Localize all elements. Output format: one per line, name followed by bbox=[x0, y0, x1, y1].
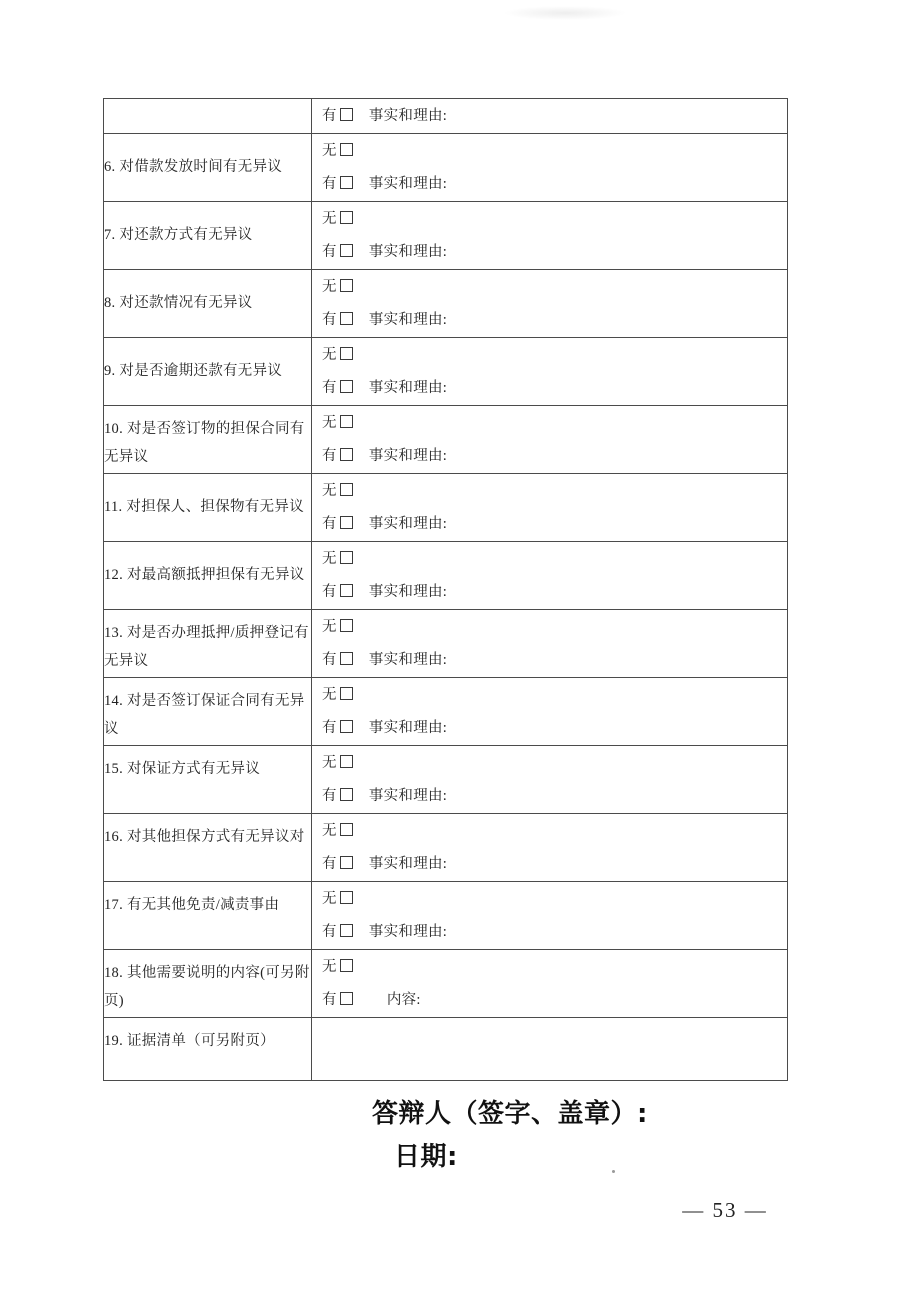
option-row[interactable] bbox=[312, 882, 787, 916]
option-row[interactable] bbox=[312, 983, 787, 1017]
row-label-cell-row-6 bbox=[104, 133, 312, 201]
option-label: 有 bbox=[322, 856, 337, 872]
reason-label: 事实和理由: bbox=[368, 176, 448, 192]
option-row[interactable] bbox=[312, 779, 787, 813]
option-row[interactable] bbox=[312, 915, 787, 949]
table-row bbox=[104, 881, 788, 949]
row-label-line: 议 bbox=[104, 720, 119, 737]
option-label: 有 bbox=[322, 992, 337, 1008]
row-label-line: 10. 对是否签订物的担保合同有 bbox=[104, 420, 305, 437]
row-value-cell-row-18 bbox=[312, 949, 788, 1017]
checkbox-icon[interactable] bbox=[340, 584, 353, 597]
checkbox-icon[interactable] bbox=[340, 720, 353, 733]
option-row[interactable] bbox=[312, 542, 787, 576]
option-label: 有 bbox=[322, 584, 337, 600]
reason-label: 事实和理由: bbox=[368, 856, 448, 872]
row-label-cell-row-16 bbox=[104, 813, 312, 881]
row-value-cell-row-16 bbox=[312, 813, 788, 881]
checkbox-icon[interactable] bbox=[340, 823, 353, 836]
row-label-line: 16. 对其他担保方式有无异议对 bbox=[104, 828, 305, 845]
option-row[interactable] bbox=[312, 303, 787, 337]
row-label-line: 18. 其他需要说明的内容(可另附 bbox=[104, 964, 310, 981]
option-stack bbox=[312, 406, 787, 473]
row-value-cell-row-8 bbox=[312, 269, 788, 337]
row-label-cell-row-8 bbox=[104, 269, 312, 337]
table-row bbox=[104, 677, 788, 745]
row-label-cell-row-9 bbox=[104, 337, 312, 405]
checkbox-icon[interactable] bbox=[340, 619, 353, 632]
row-label-line: 8. 对还款情况有无异议 bbox=[104, 294, 253, 311]
row-label-cell-row-7 bbox=[104, 201, 312, 269]
option-row[interactable] bbox=[312, 99, 787, 133]
reason-label: 事实和理由: bbox=[368, 720, 448, 736]
option-stack bbox=[312, 610, 787, 677]
option-stack bbox=[312, 134, 787, 201]
option-label: 无 bbox=[322, 754, 337, 771]
option-row[interactable] bbox=[312, 643, 787, 677]
table-row bbox=[104, 1017, 788, 1080]
date-label: 日期: bbox=[394, 1142, 458, 1172]
row-value-cell-row-10 bbox=[312, 405, 788, 473]
option-label: 无 bbox=[322, 822, 337, 839]
checkbox-icon[interactable] bbox=[340, 143, 353, 156]
option-label: 有 bbox=[322, 652, 337, 668]
table-row bbox=[104, 337, 788, 405]
row-value-cell-row-17 bbox=[312, 881, 788, 949]
option-stack bbox=[312, 814, 787, 881]
row-value-cell-row-9 bbox=[312, 337, 788, 405]
page-number: — 53 — bbox=[682, 1198, 768, 1222]
option-row[interactable] bbox=[312, 678, 787, 712]
row-label-cell-row-18 bbox=[104, 949, 312, 1017]
reason-label: 内容: bbox=[386, 992, 421, 1008]
row-label-cell-row-12 bbox=[104, 541, 312, 609]
checkbox-icon[interactable] bbox=[340, 516, 353, 529]
option-label: 有 bbox=[322, 176, 337, 192]
option-row[interactable] bbox=[312, 134, 787, 168]
checkbox-icon[interactable] bbox=[340, 687, 353, 700]
row-label-line: 12. 对最高额抵押担保有无异议 bbox=[104, 566, 305, 583]
checkbox-icon[interactable] bbox=[340, 788, 353, 801]
respondent-signature-label: 答辩人（签字、盖章）: bbox=[372, 1099, 648, 1129]
option-label: 无 bbox=[322, 550, 337, 567]
option-row[interactable] bbox=[312, 746, 787, 780]
option-row[interactable] bbox=[312, 235, 787, 269]
checkbox-icon[interactable] bbox=[340, 924, 353, 937]
option-stack bbox=[312, 99, 787, 133]
checkbox-icon[interactable] bbox=[340, 448, 353, 461]
table-row bbox=[104, 541, 788, 609]
table-row bbox=[104, 813, 788, 881]
row-label-line: 无异议 bbox=[104, 448, 149, 465]
row-label-line: 13. 对是否办理抵押/质押登记有 bbox=[104, 624, 309, 641]
row-value-cell-row-12 bbox=[312, 541, 788, 609]
reason-label: 事实和理由: bbox=[368, 448, 448, 464]
option-row[interactable] bbox=[312, 507, 787, 541]
option-label: 有 bbox=[322, 720, 337, 736]
row-label-cell-row-continuation-5 bbox=[104, 99, 312, 134]
row-label-line: 无异议 bbox=[104, 652, 149, 669]
reason-label: 事实和理由: bbox=[368, 516, 448, 532]
option-label: 有 bbox=[322, 516, 337, 532]
checkbox-icon[interactable] bbox=[340, 176, 353, 189]
row-label-line: 17. 有无其他免责/减责事由 bbox=[104, 896, 280, 913]
row-label-cell-row-10 bbox=[104, 405, 312, 473]
option-label: 无 bbox=[322, 482, 337, 499]
reason-label: 事实和理由: bbox=[368, 380, 448, 396]
table-row bbox=[104, 269, 788, 337]
row-label-line: 11. 对担保人、担保物有无异议 bbox=[104, 498, 305, 515]
option-stack bbox=[312, 678, 787, 745]
option-stack bbox=[312, 270, 787, 337]
option-stack bbox=[312, 746, 787, 813]
table-row bbox=[104, 201, 788, 269]
checkbox-icon[interactable] bbox=[340, 279, 353, 292]
checkbox-icon[interactable] bbox=[340, 992, 353, 1005]
option-label: 有 bbox=[322, 448, 337, 464]
reason-label: 事实和理由: bbox=[368, 312, 448, 328]
option-stack bbox=[312, 542, 787, 609]
checkbox-icon[interactable] bbox=[340, 551, 353, 564]
option-stack bbox=[312, 950, 787, 1017]
row-label-cell-row-15 bbox=[104, 745, 312, 813]
row-label-line: 9. 对是否逾期还款有无异议 bbox=[104, 362, 283, 379]
option-label: 无 bbox=[322, 890, 337, 907]
row-value-cell-row-14 bbox=[312, 677, 788, 745]
reason-label: 事实和理由: bbox=[368, 108, 448, 124]
option-row[interactable] bbox=[312, 474, 787, 508]
form-table-body bbox=[104, 99, 788, 1081]
row-value-cell-row-15 bbox=[312, 745, 788, 813]
option-label: 有 bbox=[322, 244, 337, 260]
row-label-cell-row-19 bbox=[104, 1017, 312, 1080]
checkbox-icon[interactable] bbox=[340, 959, 353, 972]
row-label-line: 14. 对是否签订保证合同有无异 bbox=[104, 692, 305, 709]
option-row[interactable] bbox=[312, 167, 787, 201]
table-row bbox=[104, 473, 788, 541]
option-stack bbox=[312, 882, 787, 949]
row-value-cell-row-19 bbox=[312, 1017, 788, 1080]
row-label-line: 15. 对保证方式有无异议 bbox=[104, 760, 261, 777]
checkbox-icon[interactable] bbox=[340, 856, 353, 869]
option-row[interactable] bbox=[312, 610, 787, 644]
checkbox-icon[interactable] bbox=[340, 755, 353, 768]
option-label: 无 bbox=[322, 618, 337, 635]
option-stack bbox=[312, 338, 787, 405]
option-label: 有 bbox=[322, 924, 337, 940]
row-label-cell-row-11 bbox=[104, 473, 312, 541]
checkbox-icon[interactable] bbox=[340, 380, 353, 393]
option-label: 无 bbox=[322, 210, 337, 227]
checkbox-icon[interactable] bbox=[340, 108, 353, 121]
scan-artifact bbox=[505, 6, 625, 20]
row-label-line: 19. 证据清单（可另附页） bbox=[104, 1032, 275, 1049]
checkbox-icon[interactable] bbox=[340, 891, 353, 904]
option-row[interactable] bbox=[312, 950, 787, 984]
checkbox-icon[interactable] bbox=[340, 244, 353, 257]
option-row[interactable] bbox=[312, 439, 787, 473]
row-label-cell-row-13 bbox=[104, 609, 312, 677]
row-label-line: 7. 对还款方式有无异议 bbox=[104, 226, 253, 243]
option-row[interactable] bbox=[312, 202, 787, 236]
checkbox-icon[interactable] bbox=[340, 415, 353, 428]
option-label: 无 bbox=[322, 278, 337, 295]
reason-label: 事实和理由: bbox=[368, 584, 448, 600]
checkbox-icon[interactable] bbox=[340, 211, 353, 224]
option-label: 无 bbox=[322, 686, 337, 703]
answer-form-table bbox=[103, 98, 788, 1081]
row-label-line: 页) bbox=[104, 992, 124, 1009]
reason-label: 事实和理由: bbox=[368, 924, 448, 940]
option-label: 有 bbox=[322, 380, 337, 396]
option-row[interactable] bbox=[312, 371, 787, 405]
row-value-cell-row-6 bbox=[312, 133, 788, 201]
table-row bbox=[104, 609, 788, 677]
option-stack bbox=[312, 474, 787, 541]
checkbox-icon[interactable] bbox=[340, 347, 353, 360]
checkbox-icon[interactable] bbox=[340, 483, 353, 496]
empty-value-area[interactable] bbox=[312, 1018, 787, 1080]
reason-label: 事实和理由: bbox=[368, 652, 448, 668]
option-row[interactable] bbox=[312, 575, 787, 609]
scan-speck bbox=[612, 1170, 615, 1173]
option-label: 有 bbox=[322, 312, 337, 328]
row-value-cell-row-continuation-5 bbox=[312, 99, 788, 134]
row-value-cell-row-13 bbox=[312, 609, 788, 677]
option-label: 有 bbox=[322, 788, 337, 804]
option-row[interactable] bbox=[312, 338, 787, 372]
row-value-cell-row-11 bbox=[312, 473, 788, 541]
option-stack bbox=[312, 1018, 787, 1080]
option-row[interactable] bbox=[312, 406, 787, 440]
option-label: 无 bbox=[322, 414, 337, 431]
option-row[interactable] bbox=[312, 814, 787, 848]
table-row bbox=[104, 133, 788, 201]
table-row bbox=[104, 745, 788, 813]
row-label-cell-row-17 bbox=[104, 881, 312, 949]
option-row[interactable] bbox=[312, 711, 787, 745]
table-row bbox=[104, 949, 788, 1017]
option-row[interactable] bbox=[312, 847, 787, 881]
row-value-cell-row-7 bbox=[312, 201, 788, 269]
option-row[interactable] bbox=[312, 270, 787, 304]
option-label: 无 bbox=[322, 142, 337, 159]
row-label-line: 6. 对借款发放时间有无异议 bbox=[104, 158, 283, 175]
table-row bbox=[104, 99, 788, 134]
reason-label: 事实和理由: bbox=[368, 244, 448, 260]
row-label-cell-row-14 bbox=[104, 677, 312, 745]
table-row bbox=[104, 405, 788, 473]
reason-label: 事实和理由: bbox=[368, 788, 448, 804]
option-label: 无 bbox=[322, 346, 337, 363]
option-label: 有 bbox=[322, 108, 337, 124]
option-label: 无 bbox=[322, 958, 337, 975]
checkbox-icon[interactable] bbox=[340, 652, 353, 665]
checkbox-icon[interactable] bbox=[340, 312, 353, 325]
option-stack bbox=[312, 202, 787, 269]
signature-block bbox=[372, 1093, 648, 1173]
